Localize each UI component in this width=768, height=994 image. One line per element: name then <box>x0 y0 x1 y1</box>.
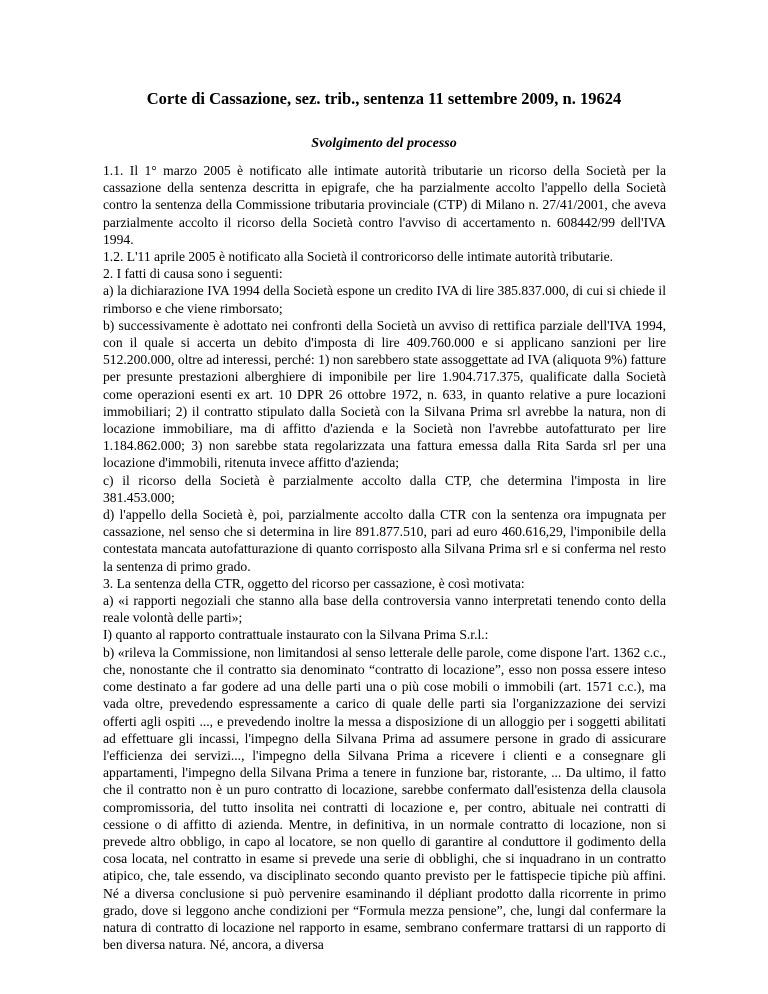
paragraph-2-d: d) l'appello della Società è, poi, parzialmente accolto dalla CTR con la sentenza ora impugnata per cassazione, nel senso che si determina in lire 891.877.510, pari ad euro 460.616,29, l'imponibile della contestata mancata autofatturazione di quanto corrisposto alla Silvana Prima srl e si conferma nel resto la sentenza di primo grado. <box>103 507 666 574</box>
paragraph-2-c: c) il ricorso della Società è parzialmente accolto dalla CTP, che determina l'imposta in lire 381.453.000; <box>103 472 666 505</box>
paragraph-2: 2. I fatti di causa sono i seguenti: <box>103 266 283 282</box>
paragraph-3-b: b) «rileva la Commissione, non limitandosi al senso letterale delle parole, come dispone l'art. 1362 c.c., che, nonostante che il contratto sia denominato “contratto di locazione”, esso non possa essere inteso come destinato a far godere ad una delle parti una o più cose mobili o immobili (art. 1571 c.c.), ma vada oltre, prevedendo espressamente a carico di quale delle parti sia l'organizzazione dei servizi offerti agli ospiti ..., e prevedendo inoltre la messa a disposizione di un alloggio per i soggetti abilitati ad effettuare gli incassi, l'impegno della Silvana Prima ad assumere persone in grado di assicurare l'efficienza dei servizi..., l'impegno della Silvana Prima a ricevere i clienti e a consegnare gli appartamenti, l'impegno della Silvana Prima a tenere in funzione bar, ristorante, ... Da ultimo, il fatto che il contratto non è un puro contratto di locazione, sarebbe confermato dall'esistenza della clausola compromissoria, del tutto insolita nei contratti di locazione e, per contro, abituale nei contratti di cessione o di affitto di azienda. Mentre, in definitiva, in un normale contratto di locazione, non si prevede altro obbligo, in capo al locatore, se non quello di garantire al conduttore il godimento della cosa locata, nel contratto in esame si prevede una serie di obblighi, che si inquadrano in un contratto atipico, che, tale essendo, va disciplinato secondo quanto previsto per le fattispecie tipiche più affini. Né a diversa conclusione si può pervenire esaminando il dépliant prodotto dalla ricorrente in primo grado, dove si leggono anche condizioni per “Formula mezza pensione”, che, lungi dal confermare la natura di contratto di locazione nel rapporto in esame, sembrano confermare trattarsi di un rapporto di ben diversa natura. Né, ancora, a diversa <box>103 644 666 953</box>
paragraph-2-b: b) successivamente è adottato nei confronti della Società un avviso di rettifica parziale dell'IVA 1994, con il quale si accerta un debito d'imposta di lire 409.760.000 e si applicano sanzioni per lire 512.200.000, oltre ad interessi, perché: 1) non sarebbero state assoggettate ad IVA (aliquota 9%) fatture per presunte prestazioni alberghiere di imponibile per lire 1.904.717.375, qualificate dalla Società come operazioni esenti ex art. 10 DPR 26 ottobre 1972, n. 633, in quanto relative a pure locazioni immobiliari; 2) il contratto stipulato dalla Società con la Silvana Prima srl avrebbe la natura, non di locazione immobiliare, ma di affitto d'azienda e la Società non l'avrebbe autofatturato per lire 1.184.862.000; 3) non sarebbe stata regolarizzata una fattura emessa dalla Rita Sarda srl per una locazione d'immobili, ritenuta invece affitto d'azienda; <box>103 317 666 471</box>
paragraph-1-2: 1.2. L'11 aprile 2005 è notificato alla Società il controricorso delle intimate autorità tributarie. <box>103 249 614 265</box>
document-body <box>103 162 666 953</box>
paragraph-3-i: I) quanto al rapporto contrattuale instaurato con la Silvana Prima S.r.l.: <box>103 627 489 643</box>
page-title: Corte di Cassazione, sez. trib., sentenza 11 settembre 2009, n. 19624 <box>146 89 622 108</box>
paragraph-2-a: a) la dichiarazione IVA 1994 della Società espone un credito IVA di lire 385.837.000, di cui si chiede il rimborso e che viene rimborsato; <box>103 283 666 316</box>
paragraph-3-a: a) «i rapporti negoziali che stanno alla base della controversia vanno interpretati tenendo conto della reale volontà delle parti»; <box>103 593 666 626</box>
paragraph-1-1: 1.1. Il 1° marzo 2005 è notificato alle intimate autorità tributarie un ricorso della Società per la cassazione della sentenza descritta in epigrafe, che ha parzialmente accolto l'appello della Società contro la sentenza della Commissione tributaria provinciale (CTP) di Milano n. 27/41/2001, che aveva parzialmente accolto il ricorso della Società contro l'avviso di accertamento n. 608442/99 dell'IVA 1994. <box>103 163 666 247</box>
paragraph-3: 3. La sentenza della CTR, oggetto del ricorso per cassazione, è così motivata: <box>103 575 525 591</box>
section-heading: Svolgimento del processo <box>311 136 457 151</box>
